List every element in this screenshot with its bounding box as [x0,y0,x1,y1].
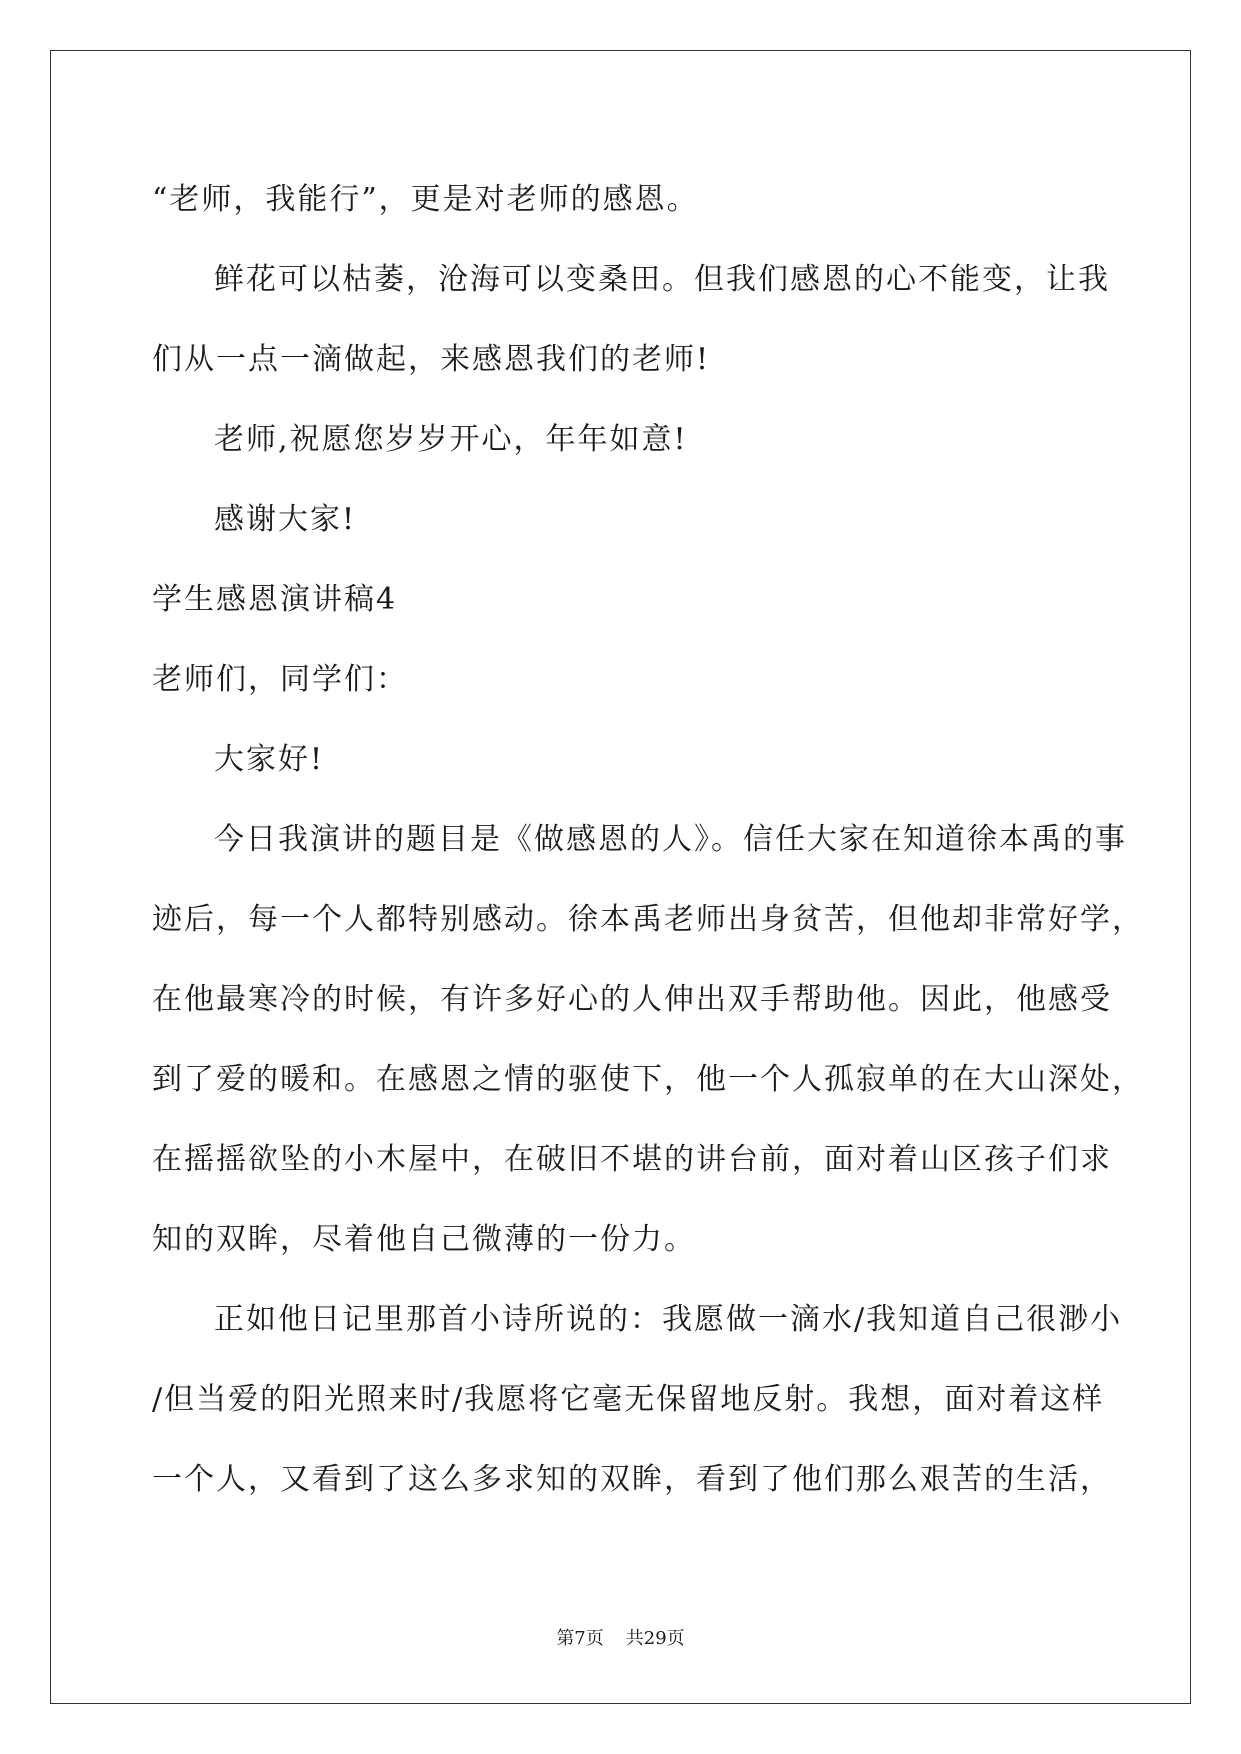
page-number: 第7页 [556,1628,604,1649]
text-line: 们从一点一滴做起，来感恩我们的老师! [152,342,711,377]
document-body [152,160,1144,1520]
text-line: 老师,祝愿您岁岁开心，年年如意! [214,422,688,457]
text-line: “老师，我能行”，更是对老师的感恩。 [152,182,699,217]
text-line: 今日我演讲的题目是《做感恩的人》。信任大家在知道徐本禹的事 [214,822,1127,857]
text-line: 正如他日记里那首小诗所说的：我愿做一滴水/我知道自己很渺小 [214,1302,1123,1337]
text-line: 老师们，同学们： [152,662,408,697]
text-line: 大家好! [214,742,325,777]
text-line: 学生感恩演讲稿4 [152,582,398,617]
text-line: 到了爱的暖和。在感恩之情的驱使下，他一个人孤寂单的在大山深处， [152,1062,1144,1097]
text-line: 在摇摇欲坠的小木屋中，在破旧不堪的讲台前，面对着山区孩子们求 [152,1142,1112,1177]
text-line: /但当爱的阳光照来时/我愿将它毫无保留地反射。我想，面对着这样 [152,1382,1105,1417]
text-line: 在他最寒冷的时候，有许多好心的人伸出双手帮助他。因此，他感受 [152,982,1112,1017]
text-line: 迹后，每一个人都特别感动。徐本禹老师出身贫苦，但他却非常好学， [152,902,1144,937]
page-footer [0,1624,1241,1650]
text-line: 感谢大家! [214,502,357,537]
text-line: 鲜花可以枯萎，沧海可以变桑田。但我们感恩的心不能变，让我 [214,262,1110,297]
text-line: 一个人，又看到了这么多求知的双眸，看到了他们那么艰苦的生活， [152,1462,1112,1497]
text-line: 知的双眸，尽着他自己微薄的一份力。 [152,1222,696,1257]
page-total: 共29页 [625,1628,685,1649]
